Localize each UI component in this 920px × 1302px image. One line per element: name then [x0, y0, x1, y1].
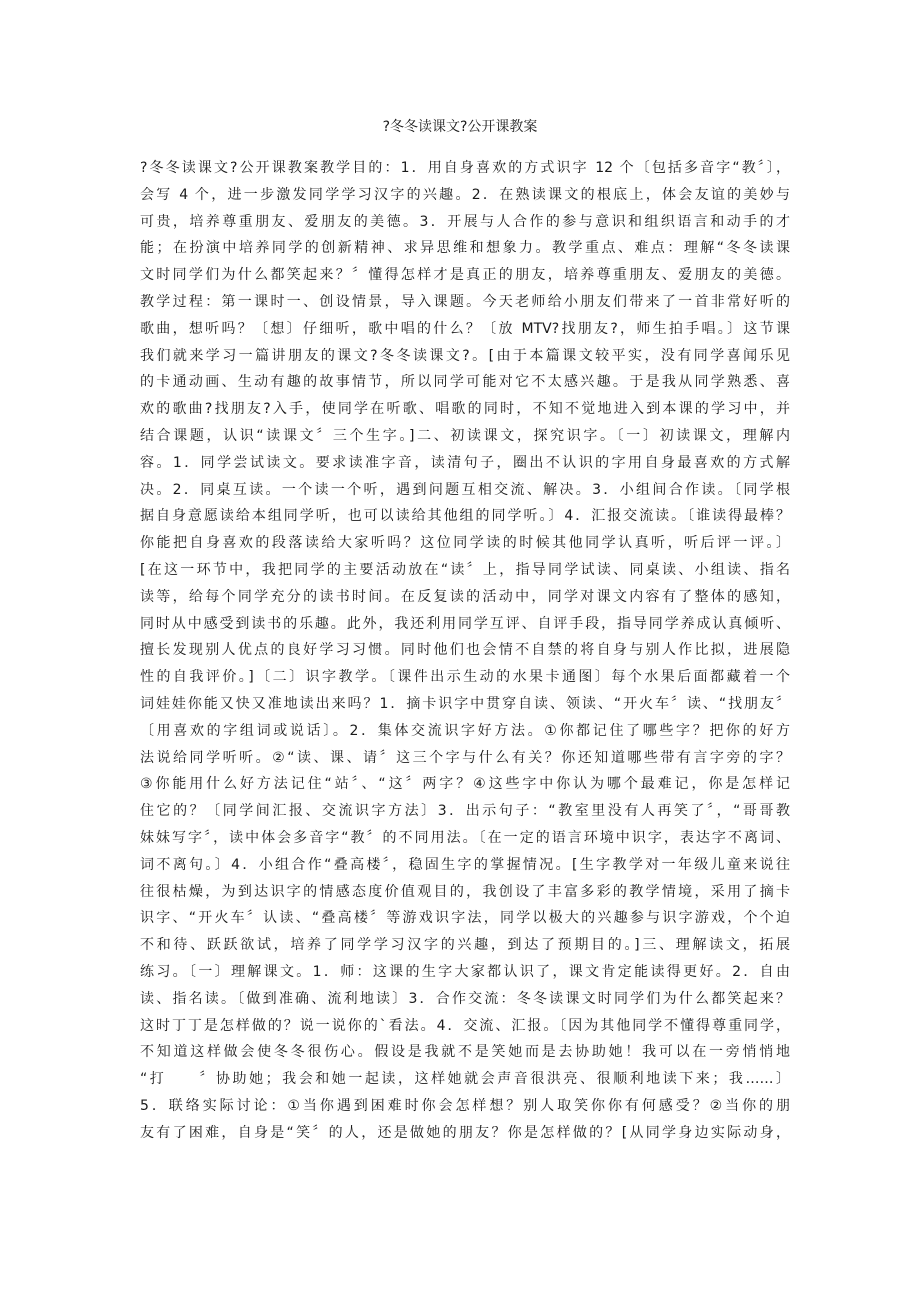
body-line: 5．联络实际讨论：①当你遇到困难时你会怎样想？别人取笑你你有何感受？②当你的朋 — [140, 1097, 790, 1114]
body-line: 你能把自身喜欢的段落读给大家听吗？这位同学读的时候其他同学认真听，听后评一评。〕 — [140, 535, 790, 552]
body-line: [在这一环节中，我把同学的主要活动放在“读〞上，指导同学试读、同桌读、小组读、指名 — [140, 561, 790, 578]
body-line: 这时丁丁是怎样做的？说一说你的`看法。4．交流、汇报。〔因为其他同学不懂得尊重同学， — [140, 1017, 790, 1034]
body-line: 的卡通动画、生动有趣的故事情节，所以同学可能对它不太感兴趣。于是我从同学熟悉、喜 — [140, 374, 790, 391]
body-line: “打 〞协助她；我会和她一起读，这样她就会声音很洪亮、很顺利地读下来；我……〕 — [140, 1071, 790, 1088]
body-line: 往很枯燥，为到达识字的情感态度价值观目的，我创设了丰富多彩的教学情境，采用了摘卡 — [140, 883, 790, 900]
body-line: 欢的歌曲?找朋友?入手，使同学在听歌、唱歌的同时，不知不觉地进入到本课的学习中，并 — [140, 401, 790, 418]
body-line: 〔用喜欢的字组词或说话〕。2．集体交流识字好方法。①你都记住了哪些字？把你的好方 — [140, 722, 790, 739]
body-line: 可贵，培养尊重朋友、爱朋友的美德。3．开展与人合作的参与意识和组织语言和动手的才 — [140, 213, 790, 230]
body-line: 容。1．同学尝试读文。要求读准字音，读清句子，圈出不认识的字用自身最喜欢的方式解 — [140, 454, 790, 471]
body-line: 法说给同学听听。②“读、课、请〞这三个字与什么有关？你还知道哪些带有言字旁的字？ — [140, 749, 790, 766]
body-text — [140, 155, 790, 1146]
page-title: ?冬冬读课文?公开课教案 — [382, 119, 538, 135]
body-line: 性的自我评价。]〔二〕识字教学。〔课件出示生动的水果卡通图〕每个水果后面都藏着一个 — [140, 669, 790, 686]
body-line: 同时从中感受到读书的乐趣。此外，我还利用同学互评、自评手段，指导同学养成认真倾听、 — [140, 615, 790, 632]
body-line: 教学过程：第一课时一、创设情景，导入课题。今天老师给小朋友们带来了一首非常好听的 — [140, 293, 790, 310]
body-line: 擅长发现别人优点的良好学习习惯。同时他们也会情不自禁的将自身与别人作比拟，进展隐 — [140, 642, 790, 659]
body-line: 读等，给每个同学充分的读书时间。在反复读的活动中，同学对课文内容有了整体的感知， — [140, 588, 790, 605]
body-line: 不知道这样做会使冬冬很伤心。假设是我就不是笑她而是去协助她！我可以在一旁悄悄地 — [140, 1044, 790, 1061]
body-line: 词不离句。〕4．小组合作“叠高楼〞，稳固生字的掌握情况。[生字教学对一年级儿童来说往 — [140, 856, 790, 873]
body-line: 决。2．同桌互读。一个读一个听，遇到问题互相交流、解决。3．小组间合作读。〔同学根 — [140, 481, 790, 498]
body-line: 据自身意愿读给本组同学听，也可以读给其他组的同学听。〕4．汇报交流读。〔谁读得最棒？ — [140, 508, 790, 525]
body-line: 文时同学们为什么都笑起来？〞懂得怎样才是真正的朋友，培养尊重朋友、爱朋友的美德。 — [140, 267, 790, 284]
body-line: 读、指名读。〔做到准确、流利地读〕3．合作交流：冬冬读课文时同学们为什么都笑起来？ — [140, 990, 790, 1007]
body-line: 妹妹写字〞，读中体会多音字“教〞的不同用法。〔在一定的语言环境中识字，表达字不离词、 — [140, 829, 790, 846]
body-line: 词娃娃你能又快又准地读出来吗？1．摘卡识字中贯穿自读、领读、“开火车〞读、“找朋友〞 — [140, 695, 790, 712]
body-line: 识字、“开火车〞认读、“叠高楼〞等游戏识字法，同学以极大的兴趣参与识字游戏，个个迫 — [140, 910, 790, 927]
body-line: 友有了困难，自身是“笑〞的人，还是做她的朋友？你是怎样做的？[从同学身边实际动身， — [140, 1124, 790, 1141]
body-line: 住它的？〔同学间汇报、交流识字方法〕3．出示句子：“教室里没有人再笑了〞，“哥哥教 — [140, 803, 790, 820]
body-line: 练习。〔一〕理解课文。1．师：这课的生字大家都认识了，课文肯定能读得更好。2．自由 — [140, 963, 790, 980]
body-line: 不和待、跃跃欲试，培养了同学学习汉字的兴趣，到达了预期目的。]三、理解读文，拓展 — [140, 937, 790, 954]
body-line: 能；在扮演中培养同学的创新精神、求异思维和想象力。教学重点、难点：理解“冬冬读课 — [140, 240, 790, 257]
body-line: ?冬冬读课文?公开课教案教学目的：1．用自身喜欢的方式识字 12 个〔包括多音字“教〞〕， — [140, 160, 790, 176]
body-line: ③你能用什么好方法记住“站〞、“这〞两字？④这些字中你认为哪个最难记，你是怎样记 — [140, 776, 790, 793]
body-line: 歌曲，想听吗？〔想〕仔细听，歌中唱的什么？〔放 MTV?找朋友?，师生拍手唱。〕这节课 — [140, 320, 790, 337]
body-line: 我们就来学习一篇讲朋友的课文?冬冬读课文?。[由于本篇课文较平实，没有同学喜闻乐见 — [140, 347, 790, 364]
body-line: 结合课题，认识“读课文〞三个生字。]二、初读课文，探究识字。〔一〕初读课文，理解内 — [140, 427, 790, 444]
body-line: 会写 4 个，进一步激发同学学习汉字的兴趣。2．在熟读课文的根底上，体会友谊的美妙与 — [140, 186, 790, 203]
